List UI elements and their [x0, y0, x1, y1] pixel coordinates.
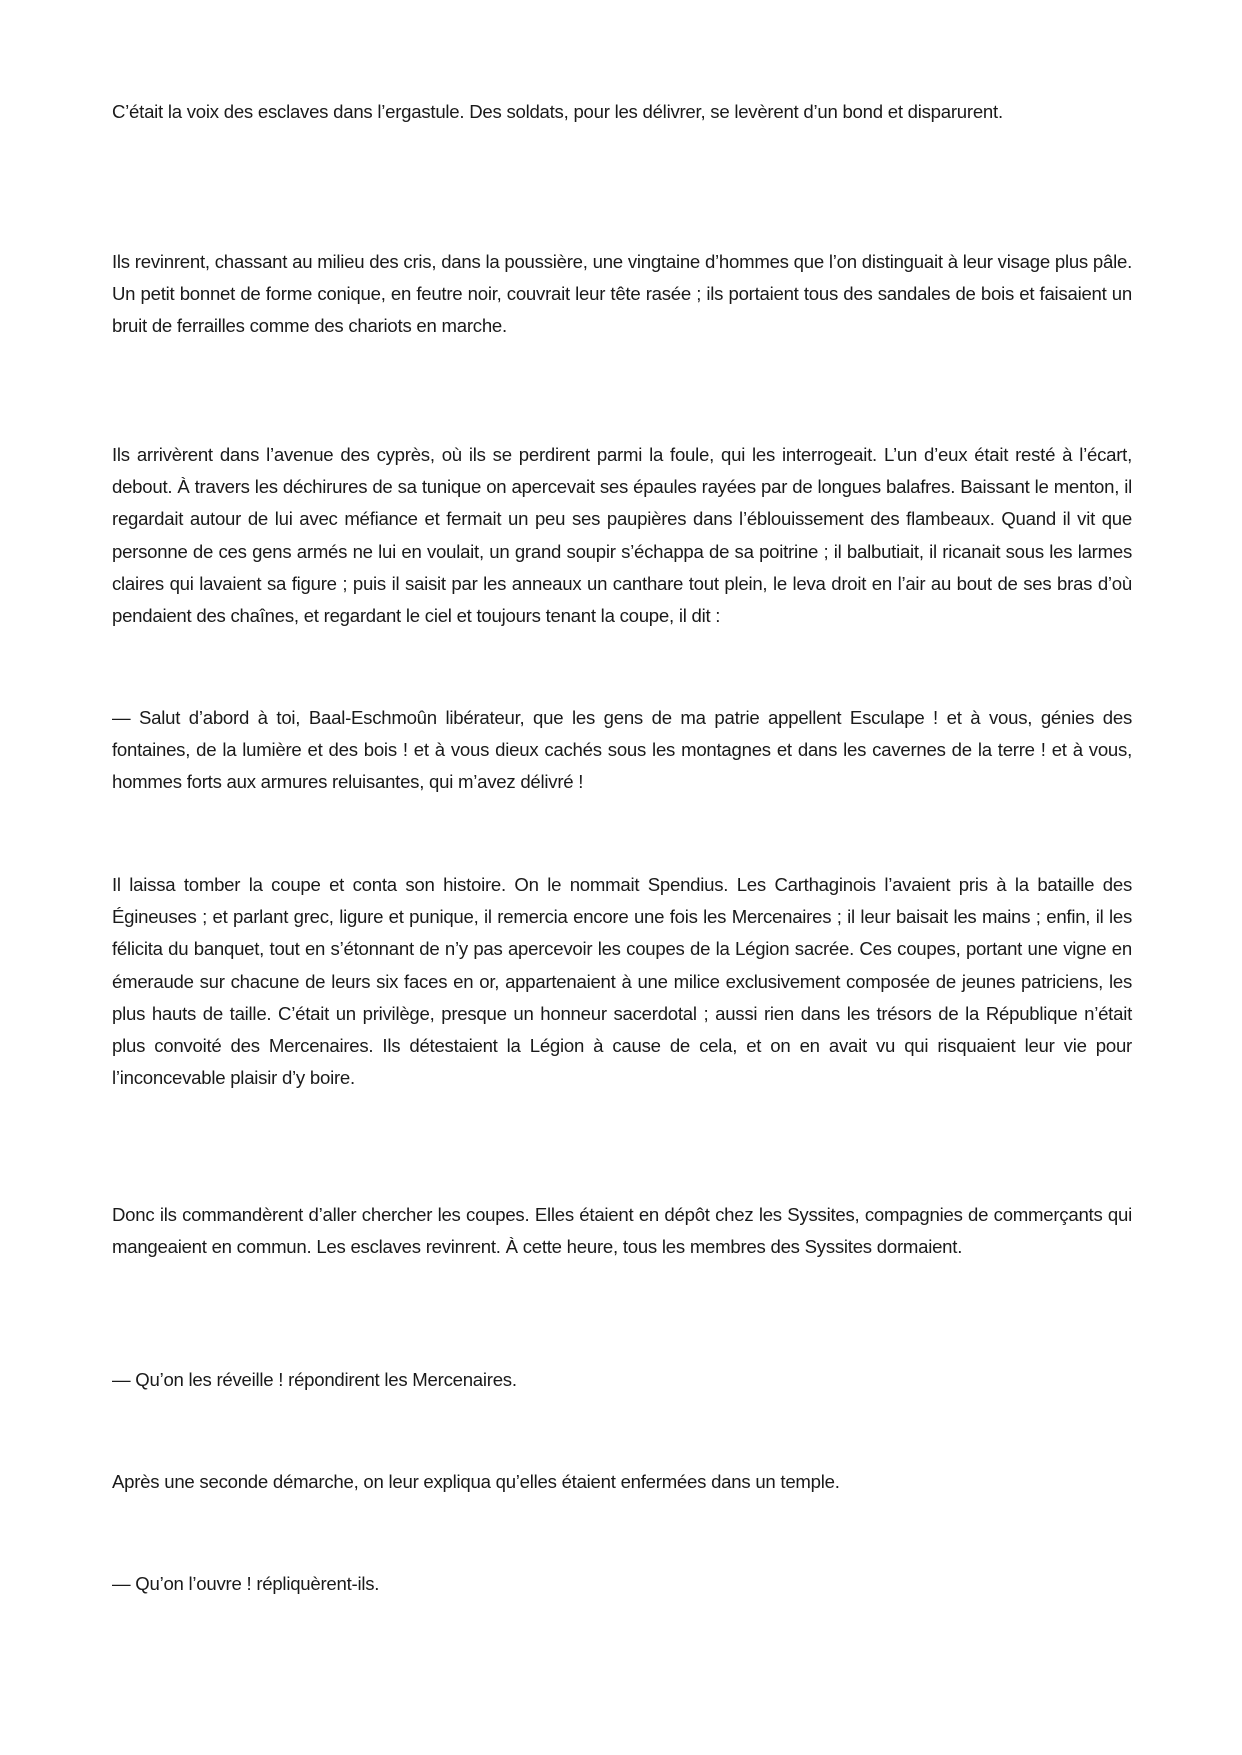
paragraph-2: Ils revinrent, chassant au milieu des cris, dans la poussière, une vingtaine d’hommes que l’on distinguait à leur visage plus pâle. Un petit bonnet de forme conique, en feutre noir, couvrait leur tête rasée ; ils portaient tous des sandales de bois et faisaient un bruit de ferrailles comme des chariots en marche.: [112, 251, 1132, 337]
paragraph-9: — Qu’on l’ouvre ! répliquèrent-ils.: [112, 1573, 380, 1594]
paragraph-6: Donc ils commandèrent d’aller chercher les coupes. Elles étaient en dépôt chez les Syssites, compagnies de commerçants qui mangeaient en commun. Les esclaves revinrent. À cette heure, tous les membres des Syssites dormaient.: [112, 1204, 1132, 1258]
paragraph-5: Il laissa tomber la coupe et conta son histoire. On le nommait Spendius. Les Carthaginois l’avaient pris à la bataille des Égineuses ; et parlant grec, ligure et punique, il remercia encore une fois les Mercenaires ; il leur baisait les mains ; enfin, il les félicita du banquet, tout en s’étonnant de n’y pas apercevoir les coupes de la Légion sacrée. Ces coupes, portant une vigne en émeraude sur chacune de leurs six faces en or, appartenaient à une milice exclusivement composée de jeunes patriciens, les plus hauts de taille. C’était un privilège, presque un honneur sacerdotal ; aussi rien dans les trésors de la République n’était plus convoité des Mercenaires. Ils détestaient la Légion à cause de cela, et on en avait vu qui risquaient leur vie pour l’inconcevable plaisir d’y boire.: [112, 874, 1132, 1089]
paragraph-1: C’était la voix des esclaves dans l’ergastule. Des soldats, pour les délivrer, se levèrent d’un bond et disparurent.: [112, 101, 1003, 122]
paragraph-8: Après une seconde démarche, on leur expliqua qu’elles étaient enfermées dans un temple.: [112, 1471, 840, 1492]
paragraph-4: — Salut d’abord à toi, Baal-Eschmoûn libérateur, que les gens de ma patrie appellent Esculape ! et à vous, génies des fontaines, de la lumière et des bois ! et à vous dieux cachés sous les montagnes et dans les cavernes de la terre ! et à vous, hommes forts aux armures reluisantes, qui m’avez délivré !: [112, 707, 1132, 793]
paragraph-7: — Qu’on les réveille ! répondirent les Mercenaires.: [112, 1369, 517, 1390]
paragraph-3: Ils arrivèrent dans l’avenue des cyprès, où ils se perdirent parmi la foule, qui les interrogeait. L’un d’eux était resté à l’écart, debout. À travers les déchirures de sa tunique on apercevait ses épaules rayées par de longues balafres. Baissant le menton, il regardait autour de lui avec méfiance et fermait un peu ses paupières dans l’éblouissement des flambeaux. Quand il vit que personne de ces gens armés ne lui en voulait, un grand soupir s’échappa de sa poitrine ; il balbutiait, il ricanait sous les larmes claires qui lavaient sa figure ; puis il saisit par les anneaux un canthare tout plein, le leva droit en l’air au bout de ses bras d’où pendaient des chaînes, et regardant le ciel et toujours tenant la coupe, il dit :: [112, 444, 1132, 627]
